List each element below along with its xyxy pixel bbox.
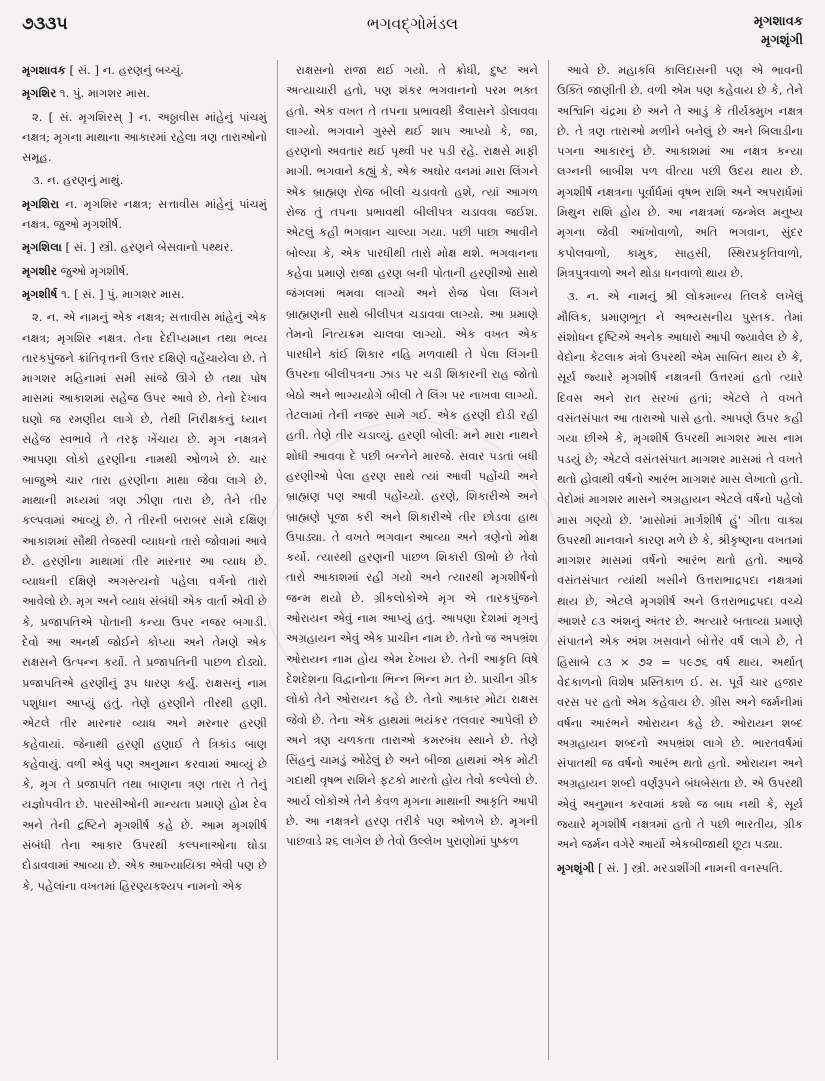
book-title: ભગવદ્ગોમંડલ — [366, 14, 459, 33]
dictionary-entry — [22, 261, 267, 281]
column-2 — [286, 60, 538, 1070]
column-divider — [548, 60, 549, 1060]
page-header — [0, 0, 825, 48]
entry-text: ૧. [ સં. ] પું. માગશર માસ. — [57, 286, 185, 301]
entry-text: જુઓ મૃગશીર્ષ. — [56, 263, 130, 278]
entry-headword: મૃગશિરા — [22, 196, 60, 211]
dictionary-entry — [22, 83, 267, 103]
entry-headword: મૃગશીર્ષ — [22, 286, 58, 301]
entry-text: [ સં. ] સ્ત્રી. મરડાશીંગી નામની વનસ્પતિ. — [594, 860, 783, 875]
entry-text: [ સં. ] ન. હરણનું બચ્ચું. — [65, 63, 184, 77]
guide-word-first: મૃગશાવક — [753, 14, 803, 29]
dictionary-entry — [22, 194, 267, 235]
entry-headword: મૃગશૃંગી — [557, 860, 595, 875]
dictionary-entry — [22, 60, 267, 80]
dictionary-entry — [557, 60, 803, 283]
page-number: ૭૩૩૫ — [22, 14, 68, 34]
entry-text: આવે છે. મહાકવિ કાલિદાસની પણ એ ભાવની ઉક્તિ જાણીતી છે. વળી એમ પણ કહેવાય છે કે, તેને અશ્વિનિ ચંદ્રમા છે અને તે આડું કે તીર્યક્મુખ નક્ષત્ર છે. તે ત્રણ તારાઓ મળીને બનેલું છે અને બિલાડીના પગના આકારનું છે. આકાશમાં આ નક્ષત્ર કન્યા લગ્નની બાબીશ પળ વીત્યા પછી ઉદય થાય છે. મૃગશીર્ષ નક્ષત્રના પૂર્વાર્ધમાં વૃષભ રાશિ અને અપરાર્ધમાં મિથુન રાશિ હોય છે. આ નક્ષત્રમાં જન્મેલ મનુષ્ય મૃગના જેવી આંખોવાળો, અતિ ભગવાન, સુંદર કપોલવાળો, કામુક, સાહસી, સ્થિરપ્રકૃતિવાળો, મિત્રપુત્રવાળો અને થોડા ધનવાળો થાય છે. — [557, 63, 803, 280]
entry-headword: મૃગશાવક — [22, 63, 66, 77]
entry-text: ૨. [ સં. મૃગશિરસ્ ] ન. અઠ્ઠાવીસ માંહેનું પાંચમું નક્ષત્ર; મૃગના માથાના આકારમાં રહેલા ત્રણ તારાઓનો સમૂહ. — [22, 109, 267, 165]
column-1 — [22, 60, 267, 1070]
column-3 — [557, 60, 803, 1070]
entry-text: ૧. પું. માગશર માસ. — [56, 86, 151, 101]
entry-text: રાક્ષસનો રાજા થઈ ગયો. તે ક્રોધી, દુષ્ટ અને અત્યાચારી હતો, પણ શંકર ભગવાનનો પરમ ભક્ત હતો. એક વખત તે તપના પ્રભાવથી કૈલાસને ડોલાવવા લાગ્યો. ભગવાને ગુસ્સે થઈ શાપ આપ્યો કે, જા, હરણનો અવતાર થઈ પૃથ્વી પર પડી રહે. રાક્ષસે માફી માગી. ભગવાને કહ્યું કે, એક અઘોર વનમાં મારા લિંગને એક બ્રાહ્મણ રોજ બીલી ચડાવતો હશે, ત્યાં આગળ રોજ તું તપના પ્રભાવથી બીલીપત્ર ચડાવવા જઈશ. એટલું કહી ભગવાન ચાલ્યા ગયા. પછી પાછા આવીને બોલ્યા કે, એક પારધીથી તારો મોક્ષ થશે. ભગવાનના કહેવા પ્રમાણે રાજા હરણ બની પોતાની હરણીઓ સાથે જંગલમાં ભમવા લાગ્યો અને રોજ પેલા લિંગને બ્રાહ્મણની સાથે બીલીપત્ર ચડાવવા લાગ્યો. આ પ્રમાણે તેમનો નિત્યક્રમ ચાલવા લાગ્યો. એક વખત એક પારધીને કાંઈ શિકાર નહિ મળવાથી તે પેલા લિંગની ઉપરના બીલીપત્રના ઝાડ પર ચડી શિકારની રાહ જોતો બેઠો અને ભાગ્યયોગે બીલી તે લિંગ પર નાખવા લાગ્યો. તેટલામાં તેની નજર સામે ગઈ. એક હરણી દોડી રહી હતી. તેણે તીર ચડાવ્યું. હરણી બોલી: મને મારા નાથને શોધી આવવા દે પછી બન્નેને મારજે. સવાર પડતાં બધી હરણીઓ પેલા હરણ સાથે ત્યાં આવી પહોંચી અને બ્રાહ્મણ પણ આવી પહોંચ્યો. હરણે, શિકારીએ અને બ્રાહ્મણે પૂજા કરી અને શિકારીએ તીર છોડવા હાથ ઉપાડ્યા. તે વખતે ભગવાન આવ્યા અને ત્રણેનો મોક્ષ કર્યો. ત્યારથી હરણની પાછળ શિકારી ઊભો છે તેવો તારો આકાશમાં રહી ગયો અને ત્યારથી મૃગશીર્ષનો જન્મ થયો છે. ગ્રીકલોકોએ મૃગ એ તારકપુંજને ઓરાયન એવું નામ આપ્યું હતું. આપણા દેશમાં મૃગનું અગ્રહાયન એવું એક પ્રાચીન નામ છે. તેનો જ અપભ્રંશ ઓરાયન નામ હોય એમ દેખાય છે. તેની આકૃતિ વિષે દેશદેશના વિદ્વાનોના ભિન્ન ભિન્ન મત છે. પ્રાચીન ગ્રીક લોકો તેને ઓરાયન કહે છે. તેનો આકાર મોટા રાક્ષસ જેવો છે. તેના એક હાથમાં ભયંકર તલવાર આપેલી છે અને ત્રણ ચળકતા તારાઓ કમરબંધ સ્થાને છે. તેણે સિંહનું ચામડું ઓઢેલું છે અને બીજા હાથમાં એક મોટી ગદાથી વૃષભ રાશિને ફટકો મારતો હોય તેવો કલ્પેલો છે. આર્ય લોકોએ તેને કેવળ મૃગના માથાની આકૃતિ આપી છે. આ નક્ષત્રને હરણ તરીકે પણ ઓળખે છે. મૃગની પાછવાડે ૨૬ લાગેલ છે તેવો ઉલ્લેખ પુરાણોમાં પુષ્કળ — [286, 63, 538, 849]
dictionary-entry — [557, 286, 803, 854]
dictionary-entry — [22, 107, 267, 168]
dictionary-entry — [286, 60, 538, 852]
entry-headword: મૃગશીર — [22, 263, 57, 278]
dictionary-entry — [22, 284, 267, 304]
entry-text: ૨. ન. એ નામનું એક નક્ષત્ર; સત્તાવીસ માંહેનું એક નક્ષત્ર; મૃગશિર નક્ષત્ર. તેના દેદીપ્યમાન તથા ભવ્ય તારકપુંજને ક્રાંતિવૃત્તની ઉત્તર દક્ષિણે વહેંચાયેલા છે. તે માગશર મહિનામાં સમી સાંજે ઊગે છે તથા પોષ માસમાં આકાશમાં સહેજ ઉપર આવે છે. તેનો દેખાવ ઘણો જ રમણીય લાગે છે, તેથી નિરીક્ષકનું ધ્યાન સહેજ સ્વભાવે તે તરફ ખેંચાય છે. મૃગ નક્ષત્રને આપણા લોકો હરણીના નામથી ઓળખે છે. ચાર બાજુએ ચાર તારા હરણીના માથા જેવા લાગે છે. માથાની મધ્યમાં ત્રણ ઝીણા તારા છે, તેને તીર કલ્પવામાં આવ્યું છે. તે તીરની બરાબર સામે દક્ષિણ આકાશમાં સૌથી તેજસ્વી વ્યાધનો તારો જોવામાં આવે છે. હરણીના માથામાં તીર મારનાર આ વ્યાધ છે. વ્યાધની દક્ષિણે અગસ્ત્યનો પહેલા વર્ગનો તારો આવેલો છે. મૃગ અને વ્યાધ સંબંધી એક વાર્તા એવી છે કે, પ્રજાપતિએ પોતાની કન્યા ઉપર નજર બગાડી. દેવો આ અનર્થ જોઈને કોપ્યા અને તેમણે એક રાક્ષસને ઉત્પન્ન કર્યો. તે પ્રજાપતિની પાછળ દોડ્યો. પ્રજાપતિએ હરણીનું રૂપ ધારણ કર્યું. રાક્ષસનું નામ પશુધાન આપ્યું હતું. તેણે હરણીને તીરથી હણી. એટલે તીર મારનાર વ્યાધ અને મરનાર હરણી કહેવાયાં. જેનાથી હરણી હણાઈ તે ત્રિકાંડ બાણ કહેવાયું. વળી એવું પણ અનુમાન કરવામાં આવ્યું છે કે, મૃગ તે પ્રજાપતિ તથા બાણના ત્રણ તારા તે તેનું યજ્ઞોપવીત છે. પારસીઓની માન્યતા પ્રમાણે હોમ દેવ અને તેની દ્રષ્ટિને મૃગશીર્ષ કહે છે. આમ મૃગશીર્ષ સંબંધી તેના આકાર ઉપરથી કલ્પનાઓના ઘોડા દોડાવવામાં આવ્યા છે. એક આખ્યાયિકા એવી પણ છે કે, પહેલાંના વખતમાં હિરણ્યકશ્યપ નામનો એક — [22, 310, 267, 893]
entry-text: [ સં. ] સ્ત્રી. હરણને બેસવાનો પથ્થર. — [61, 240, 234, 255]
column-divider — [277, 60, 278, 1060]
entry-headword: મૃગશિલા — [22, 240, 62, 255]
entry-text: ૩. ન. હરણનું માથું. — [32, 173, 124, 188]
dictionary-entry — [22, 307, 267, 896]
entry-text: ન. મૃગશિર નક્ષત્ર; સત્તાવીસ માંહેનું પાંચમું નક્ષત્ર. જુઓ મૃગશીર્ષ. — [22, 196, 267, 232]
entry-headword: મૃગશિર — [22, 86, 57, 101]
guide-words — [754, 12, 803, 50]
entry-text: ૩. ન. એ નામનું શ્રી લોકમાન્ય તિલકે લખેલું મૌલિક, પ્રમાણભૂત ને અભ્યસનીય પુસ્તક. તેમાં સંશોધન દૃષ્ટિએ અનેક આધારો આપી જ્યાવેલ છે કે, વેદોના કેટલાક મંત્રો ઉપરથી એમ સાબિત થાય છે કે, સૂર્ય જ્યારે મૃગશીર્ષ નક્ષત્રની ઉત્તરમાં હતો ત્યારે દિવસ અને રાત સરખાં હતાં; એટલે તે વખતે વસંતસંપાત આ તારાઓ પાસે હતો. આપણે ઉપર કહી ગયા છીએ કે, મૃગશીર્ષ ઉપરથી માગશર માસ નામ પડયું છે; એટલે વસંતસંપાત માગશર માસમાં તે વખતે થતો હોવાથી વર્ષનો આરંભ માગશર માસ લેખાતો હતો. વેદોમાં માગશર માસને અગ્રહાયન એટલે વર્ષનો પહેલો માસ ગણ્યો છે. 'માસોમાં માર્ગશીર્ષ હું' ગીતા વાક્ય ઉપરથી માનવાને કારણ મળે છે કે, શ્રીકૃષ્ણના વખતમાં માગશર માસમાં વર્ષનો આરંભ થતો હતો. આજે વસંતસંપાત ત્યાંથી ખસીને ઉત્તરાભાદ્રપદા નક્ષત્રમાં થાય છે, એટલે મૃગશીર્ષ અને ઉત્તરાભાદ્રપદા વચ્ચે આશરે ૮૩ અંશનું અંતર છે. અત્યારે બતાવ્યા પ્રમાણે સંપાતને એક અંશ ખસવાને બોત્તેર વર્ષ લાગે છે, તે હિસાબે ૮૩ × ૭૨ = ૫૯૭૬ વર્ષ થાય. અર્થાત્ વેદકાળનો વિશેષ પ્રસ્તિકાળ ઈ. સ. પૂર્વે ચાર હજાર વરસ પર હતો એમ કહેવાય છે. ગ્રીસ અને જર્મનીમાં વર્ષના આરંભને ઓરાયન કહે છે. ઓરાયન શબ્દ અગ્રહાયન શબ્દનો અપભ્રંશ લાગે છે. ભારતવર્ષમાં સંપાતથી જ વર્ષનો આરંભ થતો હતો. ઓરાયન અને અગ્રહાયન શબ્દો વર્ણરૂપને બંધબેસતા છે. એ ઉપરથી એવું અનુમાન કરવામાં કશો જ બાધ નથી કે, સૂર્ય જ્યારે મૃગશીર્ષ નક્ષત્રમાં હતો તે પછી ભારતીય, ગ્રીક અને જર્મન વગેરે આર્યો એકબીજાથી છૂટા પડ્યા. — [557, 289, 803, 852]
guide-word-last: મૃગશૃંગી — [761, 33, 803, 48]
dictionary-entry — [22, 237, 267, 257]
dictionary-entry — [557, 858, 803, 878]
dictionary-entry — [22, 170, 267, 190]
